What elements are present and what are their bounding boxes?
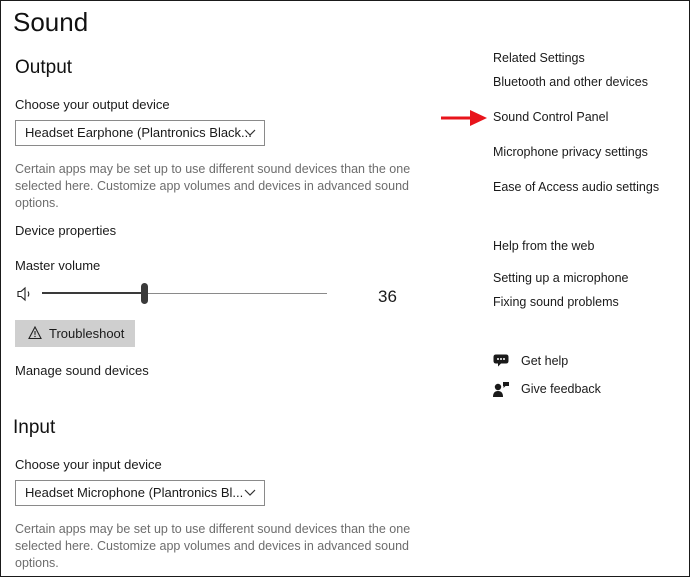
volume-value: 36	[378, 287, 397, 306]
output-heading: Output	[15, 57, 73, 78]
page-title: Sound	[13, 7, 89, 37]
input-device-label: Choose your input device	[15, 457, 162, 472]
chevron-down-icon	[244, 129, 256, 137]
output-device-value: Headset Earphone (Plantronics Black...	[25, 125, 252, 140]
device-properties-link[interactable]: Device properties	[15, 223, 117, 238]
input-device-value: Headset Microphone (Plantronics Bl...	[25, 485, 244, 500]
output-device-dropdown[interactable]	[15, 120, 265, 146]
master-volume-label: Master volume	[15, 258, 101, 273]
related-settings-heading: Related Settings	[493, 51, 585, 65]
output-device-label: Choose your output device	[15, 97, 170, 112]
get-help-icon	[492, 353, 510, 369]
troubleshoot-button[interactable]	[15, 320, 135, 347]
output-description: Certain apps may be set up to use different sound devices than the one selected here. Customize app volumes and devices in advanced sound options.	[15, 162, 411, 210]
help-heading: Help from the web	[493, 239, 595, 253]
setup-microphone-link[interactable]: Setting up a microphone	[493, 271, 629, 285]
warning-icon	[28, 326, 42, 340]
volume-slider-thumb[interactable]	[141, 283, 148, 304]
give-feedback-link[interactable]: Give feedback	[521, 382, 601, 396]
manage-sound-devices-link[interactable]: Manage sound devices	[15, 363, 149, 378]
fixing-sound-link[interactable]: Fixing sound problems	[493, 295, 619, 309]
get-help-link[interactable]: Get help	[521, 354, 569, 368]
ease-of-access-audio-link[interactable]: Ease of Access audio settings	[493, 180, 660, 194]
sound-control-panel-link[interactable]: Sound Control Panel	[493, 110, 609, 124]
red-arrow-icon	[440, 108, 488, 128]
input-heading: Input	[13, 417, 56, 438]
input-device-dropdown[interactable]	[15, 480, 265, 506]
feedback-icon	[492, 381, 510, 398]
volume-slider-fill	[42, 292, 145, 294]
troubleshoot-label: Troubleshoot	[49, 326, 125, 341]
input-description: Certain apps may be set up to use different sound devices than the one selected here. Customize app volumes and devices in advanced sound options.	[15, 522, 411, 570]
microphone-privacy-link[interactable]: Microphone privacy settings	[493, 145, 648, 159]
speaker-icon[interactable]	[16, 286, 34, 302]
chevron-down-icon	[244, 489, 256, 497]
bluetooth-devices-link[interactable]: Bluetooth and other devices	[493, 75, 648, 89]
